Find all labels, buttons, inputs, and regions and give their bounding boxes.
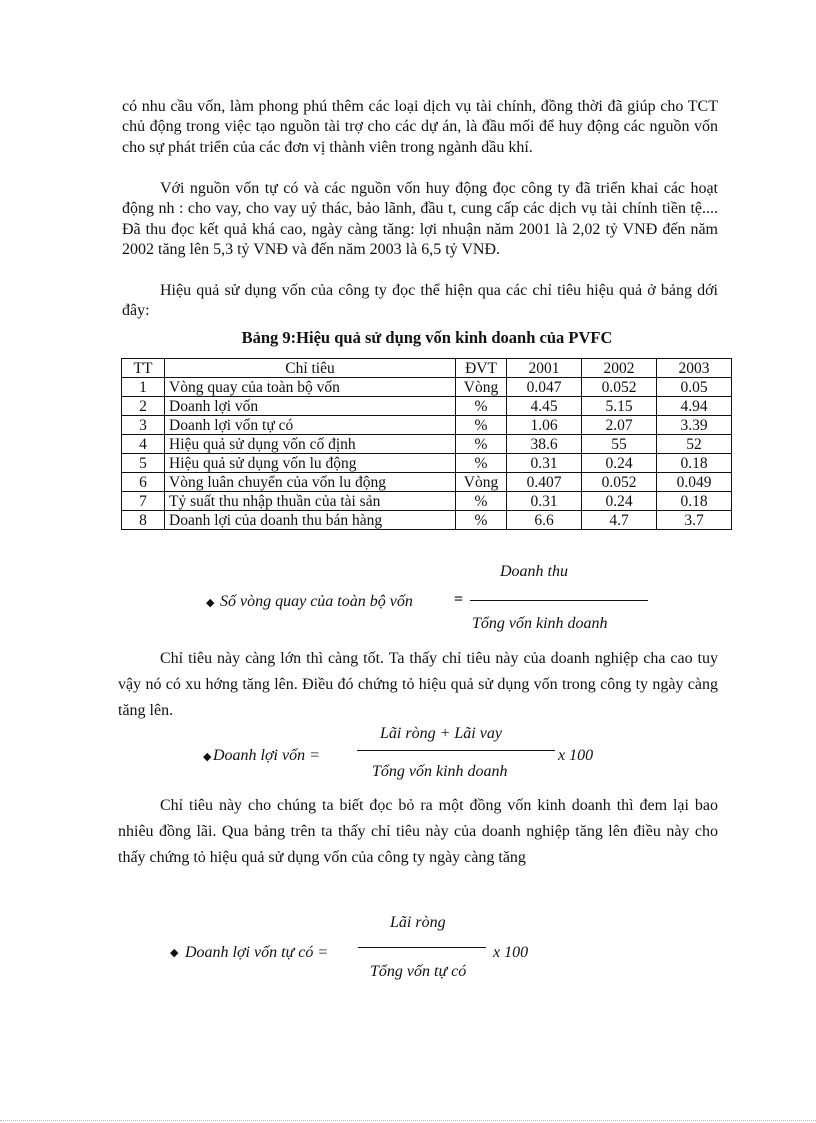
- cell-2002: 5.15: [582, 397, 657, 416]
- cell-2002: 2.07: [582, 416, 657, 435]
- header-tt: TT: [122, 359, 165, 378]
- table-row: [122, 473, 732, 492]
- cell-indicator: Vòng luân chuyển của vốn lu động: [165, 473, 456, 492]
- cell-2003: 0.18: [657, 454, 732, 473]
- cell-tt: 1: [122, 378, 165, 397]
- cell-tt: 5: [122, 454, 165, 473]
- cell-unit: Vòng: [456, 378, 507, 397]
- table-row: [122, 454, 732, 473]
- cell-indicator: Vòng quay của toàn bộ vốn: [165, 378, 456, 397]
- cell-2003: 3.39: [657, 416, 732, 435]
- cell-2001: 0.31: [507, 492, 582, 511]
- diamond-bullet-icon: ◆: [206, 597, 215, 609]
- header-indicator: Chỉ tiêu: [165, 359, 456, 378]
- cell-2003: 0.049: [657, 473, 732, 492]
- cell-unit: %: [456, 435, 507, 454]
- cell-unit: %: [456, 397, 507, 416]
- formula3-denominator: Tổng vốn tự có: [370, 963, 467, 980]
- cell-unit: %: [456, 492, 507, 511]
- cell-2002: 0.052: [582, 378, 657, 397]
- cell-2001: 0.407: [507, 473, 582, 492]
- formula2-label: Doanh lợi vốn =: [213, 747, 320, 764]
- cell-tt: 2: [122, 397, 165, 416]
- formula3-label: Doanh lợi vốn tự có =: [185, 944, 329, 961]
- table-row: [122, 397, 732, 416]
- table-header-row: [122, 359, 732, 378]
- cell-unit: %: [456, 416, 507, 435]
- paragraph-turnover-comment-text: Chỉ tiêu này càng lớn thì càng tốt. Ta thấy chỉ tiêu này của doanh nghiệp cha cao tuy vậy nó có xu hớng tăng lên. Điều đó chứng tỏ hiệu quả sử dụng vốn trong công ty ngày càng tăng lên.: [118, 650, 718, 719]
- diamond-bullet-icon: ◆: [203, 751, 212, 763]
- table-row: [122, 511, 732, 530]
- table-title: Bảng 9:Hiệu quả sử dụng vốn kinh doanh của PVFC: [241, 328, 613, 347]
- cell-2003: 3.7: [657, 511, 732, 530]
- formula3-multiplier: x 100: [493, 944, 529, 961]
- header-2002: 2002: [582, 359, 657, 378]
- formula1-denominator: Tổng vốn kinh doanh: [472, 615, 608, 632]
- cell-2001: 0.047: [507, 378, 582, 397]
- cell-2003: 52: [657, 435, 732, 454]
- paragraph-return-comment-text: Chỉ tiêu này cho chúng ta biết đọc bỏ ra một đồng vốn kinh doanh thì đem lại bao nhiêu đồng lãi. Qua bảng trên ta thấy chỉ tiêu này của doanh nghiệp tăng lên điều này cho thấy chứng tỏ hiệu quả sử dụng vốn của công ty ngày càng tăng: [118, 797, 718, 866]
- cell-2001: 0.31: [507, 454, 582, 473]
- formula3-numerator: Lãi ròng: [390, 914, 446, 931]
- cell-2002: 0.24: [582, 454, 657, 473]
- cell-indicator: Tỷ suất thu nhập thuần của tài sản: [165, 492, 456, 511]
- paragraph-efficiency-text: Hiệu quả sử dụng vốn của công ty đọc thể hiện qua các chỉ tiêu hiệu quả ở bảng dới đây:: [122, 282, 718, 320]
- efficiency-table: [121, 358, 732, 530]
- header-unit: ĐVT: [456, 359, 507, 378]
- diamond-bullet-icon: ◆: [170, 947, 179, 959]
- paragraph-activities: [122, 179, 718, 261]
- cell-2002: 4.7: [582, 511, 657, 530]
- paragraph-activities-text: Với nguồn vốn tự có và các nguồn vốn huy động đọc công ty đã triển khai các hoạt động nh : cho vay, cho vay uỷ thác, bảo lãnh, đầu t, cung cấp các dịch vụ tài chính tiền tệ.... Đã thu đọc kết quả khá cao, ngày càng tăng: lợi nhuận năm 2001 là 2,02 tỷ VNĐ đến năm 2002 tăng lên 5,3 tỷ VNĐ và đến năm 2003 là 6,5 tỷ VNĐ.: [122, 180, 718, 259]
- cell-2001: 1.06: [507, 416, 582, 435]
- cell-tt: 7: [122, 492, 165, 511]
- cell-unit: %: [456, 454, 507, 473]
- table-row: [122, 435, 732, 454]
- cell-2002: 0.24: [582, 492, 657, 511]
- formula2-denominator: Tổng vốn kinh doanh: [372, 763, 508, 780]
- cell-2003: 0.18: [657, 492, 732, 511]
- cell-2003: 0.05: [657, 378, 732, 397]
- header-2003: 2003: [657, 359, 732, 378]
- cell-tt: 8: [122, 511, 165, 530]
- cell-unit: Vòng: [456, 473, 507, 492]
- formula2-fraction-bar: [357, 750, 555, 751]
- table-row: [122, 416, 732, 435]
- formula1-fraction-bar: [470, 600, 648, 601]
- cell-2002: 0.052: [582, 473, 657, 492]
- formula1-equals: =: [454, 591, 464, 608]
- cell-indicator: Doanh lợi vốn tự có: [165, 416, 456, 435]
- cell-indicator: Hiệu quả sử dụng vốn cố định: [165, 435, 456, 454]
- paragraph-intro: có nhu cầu vốn, làm phong phú thêm các loại dịch vụ tài chính, đồng thời đã giúp cho TCT chủ động trong việc tạo nguồn tài trợ cho các dự án, là đầu mối để huy động các nguồn vốn cho sự phát triển của các đơn vị thành viên trong ngành dầu khí.: [122, 98, 718, 156]
- cell-indicator: Hiệu quả sử dụng vốn lu động: [165, 454, 456, 473]
- formula2-numerator: Lãi ròng + Lãi vay: [380, 725, 502, 742]
- header-2001: 2001: [507, 359, 582, 378]
- formula1-numerator: Doanh thu: [500, 563, 568, 580]
- paragraph-turnover-comment: [118, 646, 718, 724]
- cell-tt: 3: [122, 416, 165, 435]
- cell-2001: 38.6: [507, 435, 582, 454]
- table-row: [122, 378, 732, 397]
- table-row: [122, 492, 732, 511]
- formula3-fraction-bar: [358, 947, 486, 948]
- cell-tt: 4: [122, 435, 165, 454]
- page-bottom-border: [0, 1120, 816, 1121]
- cell-2001: 4.45: [507, 397, 582, 416]
- cell-2002: 55: [582, 435, 657, 454]
- cell-indicator: Doanh lợi của doanh thu bán hàng: [165, 511, 456, 530]
- cell-unit: %: [456, 511, 507, 530]
- cell-tt: 6: [122, 473, 165, 492]
- cell-2001: 6.6: [507, 511, 582, 530]
- cell-2003: 4.94: [657, 397, 732, 416]
- paragraph-return-comment: [118, 793, 718, 871]
- formula1-label: Số vòng quay của toàn bộ vốn: [220, 593, 413, 610]
- cell-indicator: Doanh lợi vốn: [165, 397, 456, 416]
- paragraph-efficiency: [122, 281, 718, 322]
- formula2-multiplier: x 100: [558, 747, 594, 764]
